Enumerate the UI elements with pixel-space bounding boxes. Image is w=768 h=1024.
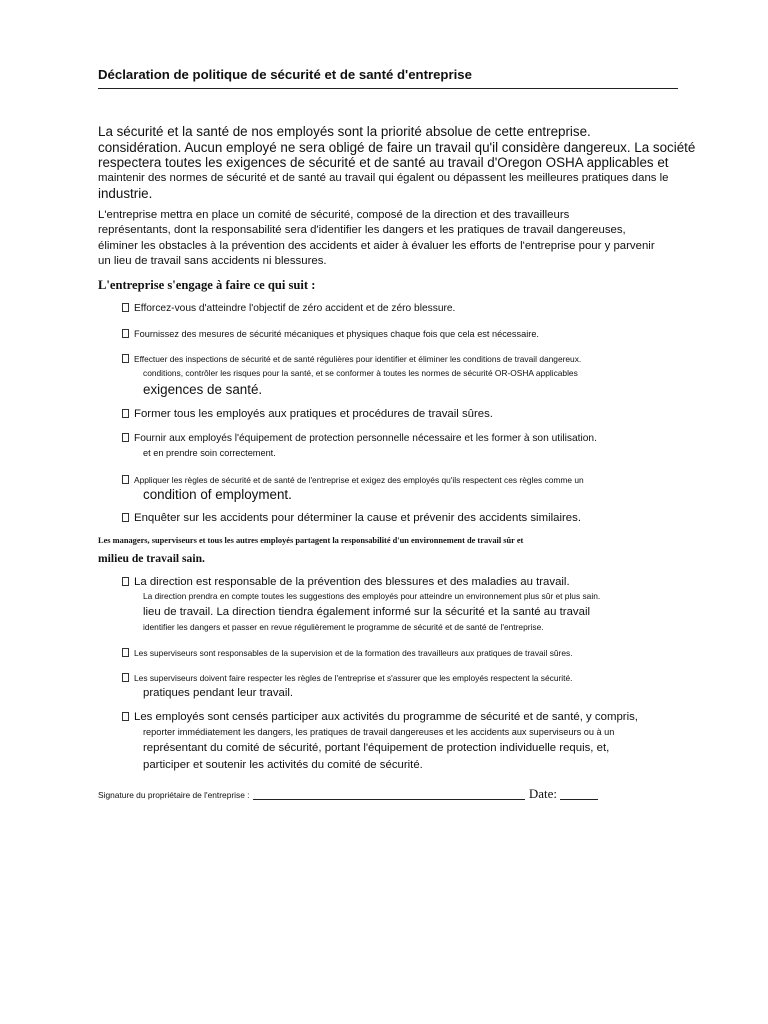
intro-line: maintenir des normes de sécurité et de santé au travail qui égalent ou dépassent les meilleures pratiques dans le [98,172,669,184]
commitment-item: Enquêter sur les accidents pour déterminer la cause et prévenir des accidents similaires. [122,511,581,526]
responsibility-continuation: La direction prendra en compte toutes les suggestions des employés pour atteindre un environnement plus sûr et plus sain. [143,591,601,601]
commitment-item: Effectuer des inspections de sécurité et de santé régulières pour identifier et éliminer les conditions de travail dangereux. [122,353,581,365]
signature-label: Signature du propriétaire de l'entreprise : [98,790,250,800]
committee-line: éliminer les obstacles à la prévention des accidents et aider à évaluer les efforts de l'entreprise pour y parvenir [98,240,655,252]
checkbox-glyph-icon [122,354,129,363]
shared-heading-line: milieu de travail sain. [98,552,205,565]
checkbox-glyph-icon [122,712,129,721]
responsibility-continuation: reporter immédiatement les dangers, les pratiques de travail dangereuses et les accidents aux superviseurs ou à un [143,727,615,737]
intro-line: industrie. [98,186,153,201]
intro-line: considération. Aucun employé ne sera obligé de faire un travail qu'il considère dangereux. La société [98,140,696,155]
commitment-item: Fournir aux employés l'équipement de protection personnelle nécessaire et les former à son utilisation. [122,432,597,446]
commitment-item: Appliquer les règles de sécurité et de santé de l'entreprise et exigez des employés qu'ils respectent ces règles comme un [122,474,584,486]
checkbox-glyph-icon [122,648,129,657]
commitment-continuation: et en prendre soin correctement. [143,448,276,458]
commitment-continuation: conditions, contrôler les risques pour la santé, et se conformer à toutes les normes de sécurité OR-OSHA applicables [143,368,578,378]
date-line[interactable] [560,787,598,800]
committee-line: un lieu de travail sans accidents ni blessures. [98,255,327,267]
responsibility-item: La direction est responsable de la prévention des blessures et des maladies au travail. [122,575,570,590]
commitment-item: Fournissez des mesures de sécurité mécaniques et physiques chaque fois que cela est nécessaire. [122,328,539,341]
responsibility-continuation: identifier les dangers et passer en revue régulièrement le programme de sécurité et de santé de l'entreprise. [143,622,544,632]
signature-line[interactable] [253,787,525,800]
responsibility-continuation: représentant du comité de sécurité, portant l'équipement de protection individuelle requis, et, [143,742,610,754]
committee-line: représentants, dont la responsabilité sera d'identifier les dangers et les pratiques de travail dangereuses, [98,224,626,236]
title-divider [98,88,678,89]
checkbox-glyph-icon [122,673,129,682]
commitment-continuation: condition of employment. [143,487,292,502]
commitment-item: Former tous les employés aux pratiques et procédures de travail sûres. [122,407,493,422]
signature-row [98,786,598,803]
responsibility-continuation: lieu de travail. La direction tiendra également informé sur la sécurité et la santé au travail [143,606,591,618]
commitment-item: Efforcez-vous d'atteindre l'objectif de zéro accident et de zéro blessure. [122,302,455,316]
checkbox-glyph-icon [122,303,129,312]
intro-line: respectera toutes les exigences de sécurité et de santé au travail d'Oregon OSHA applicables et [98,155,669,170]
responsibility-item: Les superviseurs sont responsables de la supervision et de la formation des travailleurs aux pratiques de travail sûres. [122,647,573,659]
date-label: Date: [528,786,557,801]
committee-line: L'entreprise mettra en place un comité de sécurité, composé de la direction et des travailleurs [98,209,570,221]
checkbox-glyph-icon [122,433,129,442]
checkbox-glyph-icon [122,577,129,586]
commitment-continuation: exigences de santé. [143,382,263,397]
checkbox-glyph-icon [122,513,129,522]
responsibility-item: Les employés sont censés participer aux activités du programme de sécurité et de santé, y compris, [122,710,638,725]
checkbox-glyph-icon [122,329,129,338]
responsibility-continuation: pratiques pendant leur travail. [143,687,294,699]
responsibility-continuation: participer et soutenir les activités du comité de sécurité. [143,759,423,771]
checkbox-glyph-icon [122,475,129,484]
shared-heading-line: Les managers, superviseurs et tous les autres employés partagent la responsabilité d'un environnement de travail sûr et [98,536,524,545]
document-title: Déclaration de politique de sécurité et de santé d'entreprise [98,67,472,82]
intro-line: La sécurité et la santé de nos employés sont la priorité absolue de cette entreprise. [98,124,591,139]
commitments-heading: L'entreprise s'engage à faire ce qui suit : [98,278,316,292]
responsibility-item: Les superviseurs doivent faire respecter les règles de l'entreprise et s'assurer que les employés respectent la sécurité. [122,672,572,684]
checkbox-glyph-icon [122,409,129,418]
